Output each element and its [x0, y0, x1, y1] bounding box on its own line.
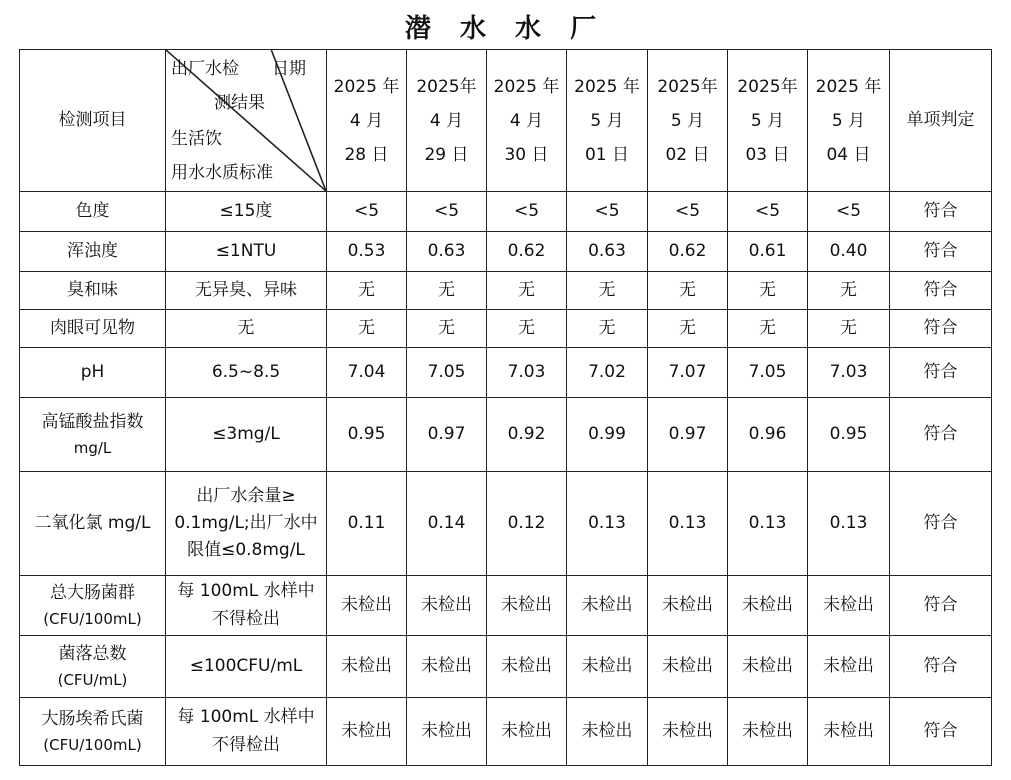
- value-cell: 0.14: [407, 472, 487, 576]
- item-name: 菌落总数: [58, 643, 127, 664]
- value-cell: 未检出: [808, 576, 890, 636]
- item-cell: [20, 636, 166, 698]
- value-cell: <5: [808, 192, 890, 232]
- value-cell: 无: [487, 310, 567, 348]
- value-cell: 未检出: [487, 636, 567, 698]
- page-title: 潜 水 水 厂: [404, 14, 607, 44]
- table-row: [20, 636, 992, 698]
- diag-label-date: 日期: [272, 59, 306, 79]
- judge-cell: 符合: [890, 698, 992, 766]
- value-cell: 7.02: [567, 348, 648, 398]
- item-cell: [20, 192, 166, 232]
- standard-cell: [166, 192, 327, 232]
- value-cell: 0.11: [327, 472, 407, 576]
- table-row: [20, 472, 992, 576]
- date-header: 2025年 5 月 03 日: [728, 50, 808, 192]
- value-cell: 未检出: [808, 698, 890, 766]
- judge-cell: 符合: [890, 398, 992, 472]
- value-cell: 7.03: [808, 348, 890, 398]
- value-cell: 无: [728, 272, 808, 310]
- value-cell: 无: [567, 272, 648, 310]
- standard-cell: [166, 636, 327, 698]
- diag-label-result: 出厂水检: [171, 59, 239, 79]
- value-cell: 0.61: [728, 232, 808, 272]
- value-cell: 0.40: [808, 232, 890, 272]
- value-cell: 7.03: [487, 348, 567, 398]
- value-cell: 0.62: [648, 232, 728, 272]
- value-cell: 未检出: [808, 636, 890, 698]
- value-cell: 无: [808, 310, 890, 348]
- table-row: [20, 192, 992, 232]
- item-cell: [20, 576, 166, 636]
- standard-text: 6.5~8.5: [211, 361, 281, 382]
- standard-text: 无: [237, 317, 255, 338]
- value-cell: 未检出: [648, 698, 728, 766]
- standard-cell: [166, 398, 327, 472]
- diag-label-result-2: 测结果: [214, 93, 265, 113]
- standard-cell: [166, 348, 327, 398]
- diagonal-header-cell: [166, 50, 327, 192]
- value-cell: 0.63: [407, 232, 487, 272]
- standard-cell: [166, 232, 327, 272]
- item-cell: [20, 698, 166, 766]
- standard-text: 出厂水余量≥: [196, 485, 296, 506]
- value-cell: 0.96: [728, 398, 808, 472]
- table-row: [20, 698, 992, 766]
- item-name: 浑浊度: [67, 240, 118, 261]
- date-header: 2025年 5 月 02 日: [648, 50, 728, 192]
- standard-cell: [166, 698, 327, 766]
- value-cell: 未检出: [407, 698, 487, 766]
- value-cell: 未检出: [567, 698, 648, 766]
- item-name: 总大肠菌群: [50, 582, 135, 603]
- table-row: [20, 232, 992, 272]
- value-cell: 未检出: [728, 636, 808, 698]
- value-cell: <5: [648, 192, 728, 232]
- value-cell: 0.13: [728, 472, 808, 576]
- table-row: [20, 576, 992, 636]
- value-cell: 0.53: [327, 232, 407, 272]
- value-cell: 未检出: [327, 576, 407, 636]
- standard-text: 无异臭、异味: [195, 279, 297, 300]
- standard-text: 每 100mL 水样中: [177, 581, 315, 602]
- value-cell: 0.13: [567, 472, 648, 576]
- table-row: [20, 310, 992, 348]
- value-cell: 0.12: [487, 472, 567, 576]
- item-unit: (CFU/mL): [57, 671, 128, 690]
- judge-cell: 符合: [890, 472, 992, 576]
- value-cell: <5: [728, 192, 808, 232]
- standard-text: 不得检出: [212, 608, 280, 629]
- standard-cell: [166, 310, 327, 348]
- item-name: 高锰酸盐指数: [41, 411, 144, 432]
- value-cell: 0.95: [327, 398, 407, 472]
- standard-text: ≤100CFU/mL: [189, 655, 303, 676]
- date-header: 2025 年 5 月 01 日: [567, 50, 648, 192]
- value-cell: 未检出: [487, 576, 567, 636]
- item-name: 臭和味: [67, 279, 118, 300]
- judge-cell: 符合: [890, 348, 992, 398]
- value-cell: 未检出: [487, 698, 567, 766]
- judge-column-header: 单项判定: [890, 50, 992, 192]
- judge-cell: 符合: [890, 232, 992, 272]
- date-header: 2025年 4 月 29 日: [407, 50, 487, 192]
- value-cell: <5: [327, 192, 407, 232]
- item-name: 大肠埃希氏菌: [41, 708, 144, 729]
- item-unit: mg/L: [73, 439, 112, 458]
- value-cell: 0.92: [487, 398, 567, 472]
- item-cell: [20, 472, 166, 576]
- table-row: [20, 398, 992, 472]
- date-header: 2025 年 4 月 28 日: [327, 50, 407, 192]
- standard-text: 每 100mL 水样中: [177, 707, 315, 728]
- value-cell: 未检出: [327, 636, 407, 698]
- value-cell: 7.07: [648, 348, 728, 398]
- standard-cell: [166, 576, 327, 636]
- value-cell: 7.04: [327, 348, 407, 398]
- diag-label-standard-1: 生活饮: [171, 129, 222, 149]
- item-unit: (CFU/100mL): [43, 736, 142, 755]
- value-cell: 0.97: [648, 398, 728, 472]
- date-header: 2025 年 5 月 04 日: [808, 50, 890, 192]
- value-cell: 0.63: [567, 232, 648, 272]
- table-row: [20, 272, 992, 310]
- value-cell: 未检出: [407, 576, 487, 636]
- value-cell: 0.62: [487, 232, 567, 272]
- value-cell: 0.95: [808, 398, 890, 472]
- value-cell: 7.05: [407, 348, 487, 398]
- value-cell: 0.99: [567, 398, 648, 472]
- value-cell: 无: [567, 310, 648, 348]
- value-cell: 无: [407, 272, 487, 310]
- judge-cell: 符合: [890, 636, 992, 698]
- value-cell: 无: [327, 310, 407, 348]
- value-cell: <5: [487, 192, 567, 232]
- value-cell: 0.13: [648, 472, 728, 576]
- value-cell: 未检出: [728, 698, 808, 766]
- value-cell: <5: [567, 192, 648, 232]
- value-cell: 未检出: [407, 636, 487, 698]
- value-cell: 无: [808, 272, 890, 310]
- judge-cell: 符合: [890, 576, 992, 636]
- item-name: 色度: [75, 200, 110, 221]
- value-cell: 未检出: [567, 636, 648, 698]
- item-column-header: 检测项目: [20, 50, 166, 192]
- value-cell: 无: [648, 272, 728, 310]
- value-cell: 0.97: [407, 398, 487, 472]
- value-cell: 无: [407, 310, 487, 348]
- judge-cell: 符合: [890, 192, 992, 232]
- value-cell: 未检出: [728, 576, 808, 636]
- item-cell: [20, 310, 166, 348]
- standard-text: 限值≤0.8mg/L: [187, 540, 305, 561]
- value-cell: 无: [648, 310, 728, 348]
- item-name: pH: [80, 361, 105, 382]
- standard-text: ≤3mg/L: [212, 423, 280, 444]
- standard-text: 不得检出: [212, 734, 280, 755]
- item-cell: [20, 398, 166, 472]
- value-cell: 无: [327, 272, 407, 310]
- value-cell: 未检出: [648, 576, 728, 636]
- item-unit: (CFU/100mL): [43, 610, 142, 629]
- item-cell: [20, 272, 166, 310]
- value-cell: 未检出: [567, 576, 648, 636]
- item-name: 肉眼可见物: [50, 317, 135, 338]
- value-cell: 未检出: [648, 636, 728, 698]
- standard-cell: [166, 272, 327, 310]
- item-cell: [20, 232, 166, 272]
- item-name: 二氧化氯 mg/L: [34, 512, 151, 533]
- value-cell: 7.05: [728, 348, 808, 398]
- value-cell: 未检出: [327, 698, 407, 766]
- item-cell: [20, 348, 166, 398]
- value-cell: 0.13: [808, 472, 890, 576]
- date-header: 2025 年 4 月 30 日: [487, 50, 567, 192]
- water-quality-table: [19, 49, 992, 766]
- value-cell: 无: [728, 310, 808, 348]
- judge-cell: 符合: [890, 310, 992, 348]
- value-cell: <5: [407, 192, 487, 232]
- standard-text: 0.1mg/L;出厂水中: [174, 512, 318, 533]
- judge-cell: 符合: [890, 272, 992, 310]
- table-row: [20, 348, 992, 398]
- standard-text: ≤1NTU: [215, 240, 277, 261]
- diag-label-standard-2: 用水水质标准: [171, 163, 273, 183]
- standard-text: ≤15度: [219, 200, 273, 221]
- standard-cell: [166, 472, 327, 576]
- header-row: [20, 50, 992, 192]
- value-cell: 无: [487, 272, 567, 310]
